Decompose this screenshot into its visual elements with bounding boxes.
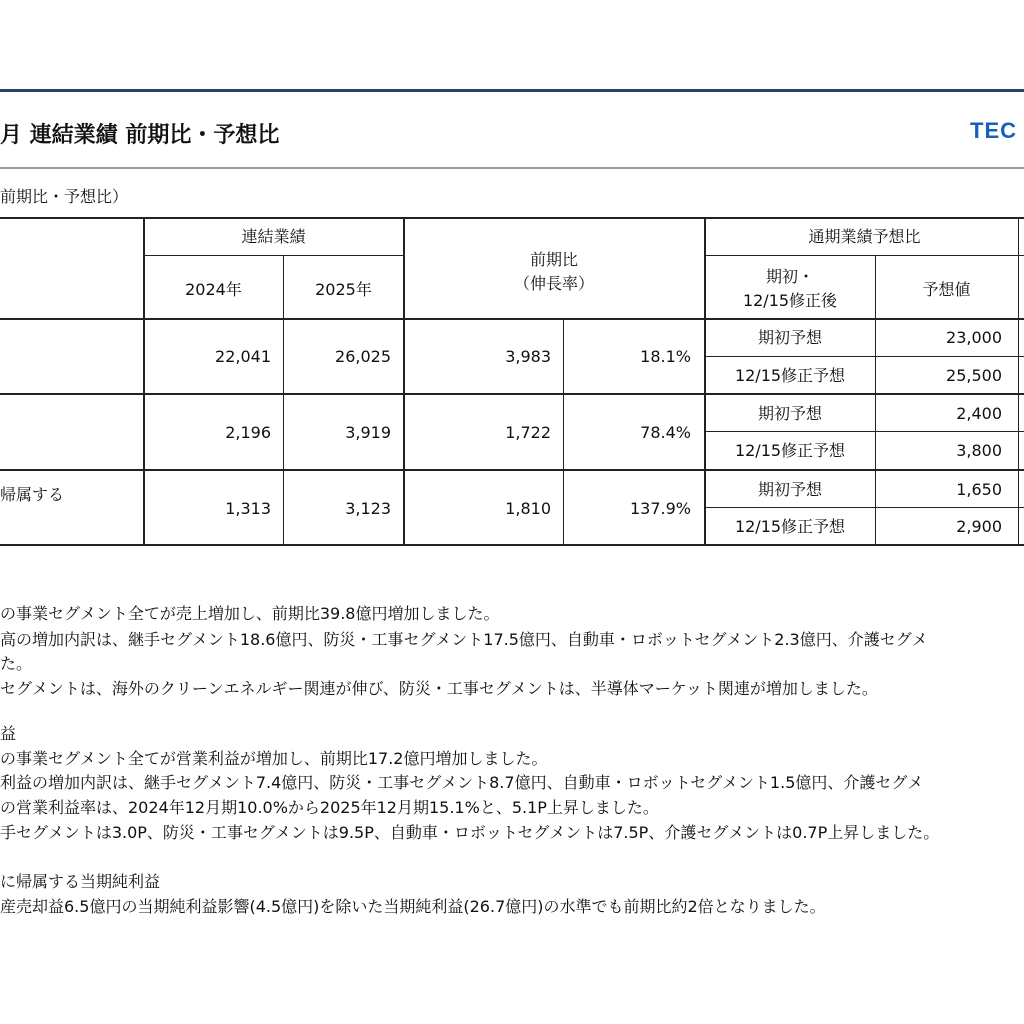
row-growth-rate: 137.9% <box>629 499 691 518</box>
row-2024-value: 1,313 <box>225 499 271 518</box>
header-yoy: 前期比 （伸長率） <box>513 250 594 293</box>
header-2024: 2024年 <box>185 280 242 299</box>
table-rule-bottom <box>0 544 1024 546</box>
forecast-label-revised: 12/15修正予想 <box>734 517 846 536</box>
table-rule-results-sub <box>143 255 404 256</box>
table-rule-forecast-row1 <box>705 356 1024 357</box>
forecast-value-revised: 3,800 <box>956 441 1002 460</box>
table-rule-forecast-row3 <box>705 507 1024 508</box>
row-2025-value: 3,919 <box>345 423 391 442</box>
row-growth-rate: 18.1% <box>640 347 691 366</box>
note-line: 産売却益6.5億円の当期純利益影響(4.5億円)を除いた当期純利益(26.7億円)の水準でも前期比約2倍となりました。 <box>0 897 826 916</box>
row-2025-value: 3,123 <box>345 499 391 518</box>
forecast-label-revised: 12/15修正予想 <box>734 366 846 385</box>
table-rule-row1 <box>0 393 1024 395</box>
results-table <box>0 217 1024 547</box>
note-line: 高の増加内訳は、継手セグメント18.6億円、防災・工事セグメント17.5億円、自動車・ロボットセグメント2.3億円、介護セグメ <box>0 630 928 649</box>
note-line: の事業セグメント全てが売上増加し、前期比39.8億円増加しました。 <box>0 604 500 623</box>
row-diff-value: 3,983 <box>505 347 551 366</box>
table-rule-row2 <box>0 469 1024 471</box>
table-rule-forecast-row2 <box>705 431 1024 432</box>
forecast-value-initial: 2,400 <box>956 404 1002 423</box>
table-rule-forecast-sub <box>705 255 1024 256</box>
row-growth-rate: 78.4% <box>640 423 691 442</box>
forecast-value-revised: 2,900 <box>956 517 1002 536</box>
forecast-value-initial: 1,650 <box>956 480 1002 499</box>
company-logo: TEC <box>970 118 1017 143</box>
note-line: の事業セグメント全てが営業利益が増加し、前期比17.2億円増加しました。 <box>0 749 548 768</box>
row-label: 帰属する <box>0 485 65 504</box>
row-2024-value: 2,196 <box>225 423 271 442</box>
header-rule <box>0 167 1024 169</box>
table-col-rule <box>143 217 145 545</box>
forecast-label-initial: 期初予想 <box>757 404 822 423</box>
page-title: 月 連結業績 前期比・予想比 <box>0 123 280 148</box>
forecast-value-initial: 23,000 <box>946 328 1002 347</box>
forecast-value-revised: 25,500 <box>946 366 1002 385</box>
note-line: た。 <box>0 654 33 673</box>
row-2025-value: 26,025 <box>335 347 391 366</box>
table-rule-top <box>0 217 1024 219</box>
header-consolidated-results: 連結業績 <box>241 227 306 246</box>
top-rule <box>0 89 1024 92</box>
forecast-label-initial: 期初予想 <box>757 480 822 499</box>
note-heading: に帰属する当期純利益 <box>0 872 161 891</box>
forecast-label-initial: 期初予想 <box>757 328 822 347</box>
row-2024-value: 22,041 <box>215 347 271 366</box>
table-col-rule <box>1018 217 1019 545</box>
forecast-label-revised: 12/15修正予想 <box>734 441 846 460</box>
header-period: 期初・ 12/15修正後 <box>742 267 838 310</box>
section-subtitle: 前期比・予想比） <box>0 187 129 206</box>
header-2025: 2025年 <box>315 280 372 299</box>
note-line: セグメントは、海外のクリーンエネルギー関連が伸び、防災・工事セグメントは、半導体マーケット関連が増加しました。 <box>0 679 878 698</box>
note-line: 利益の増加内訳は、継手セグメント7.4億円、防災・工事セグメント8.7億円、自動車・ロボットセグメント1.5億円、介護セグメ <box>0 773 924 792</box>
note-line: の営業利益率は、2024年12月期10.0%から2025年12月期15.1%と、5.1P上昇しました。 <box>0 798 659 817</box>
note-line: 手セグメントは3.0P、防災・工事セグメントは9.5P、自動車・ロボットセグメントは7.5P、介護セグメントは0.7P上昇しました。 <box>0 823 940 842</box>
note-heading: 益 <box>0 724 17 743</box>
header-forecast-comparison: 通期業績予想比 <box>808 227 921 246</box>
table-rule-header-bottom <box>0 318 1024 320</box>
header-forecast-value: 予想値 <box>922 280 971 299</box>
row-diff-value: 1,810 <box>505 499 551 518</box>
row-diff-value: 1,722 <box>505 423 551 442</box>
